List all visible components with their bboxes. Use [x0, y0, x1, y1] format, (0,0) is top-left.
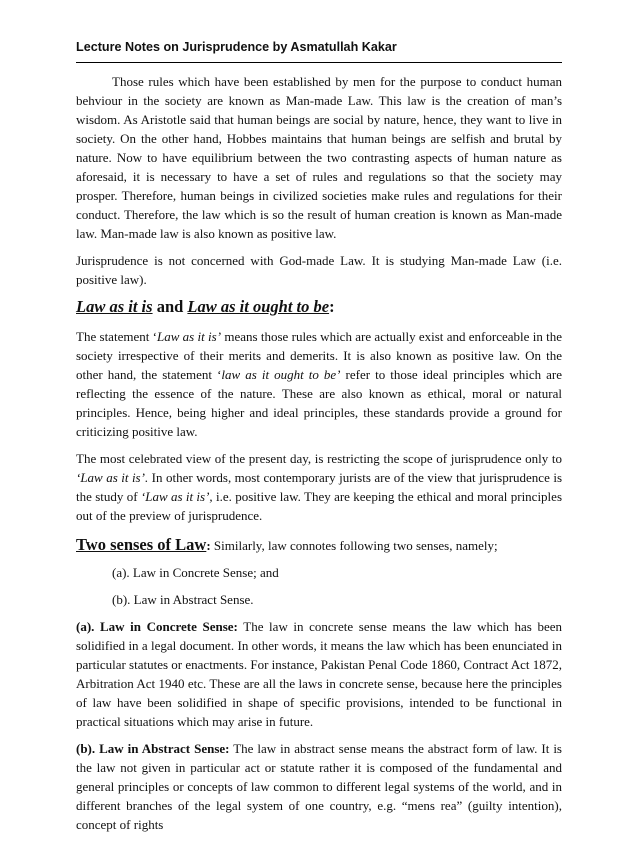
- list-item-abstract: (b). Law in Abstract Sense.: [112, 592, 254, 607]
- text-run: In other words, most contemporary jurists are of the view that jurisprudence is the study of: [76, 470, 563, 504]
- paragraph-abstract-sense: [76, 739, 562, 834]
- text-run: refer to those ideal principles which are reflecting the essence of the nature. These are also known as ethical, moral or natural principles. Hence, being higher and ideal principles, these standards provide a ground for criticizing positive law.: [76, 367, 563, 439]
- list-item-concrete: (a). Law in Concrete Sense; and: [112, 565, 279, 580]
- paragraph-celebrated-view: [76, 449, 562, 525]
- heading-part-colon: :: [329, 297, 335, 316]
- heading-law-as-it-is: [76, 297, 562, 317]
- italic-run: ‘Law as it is’.: [76, 470, 149, 485]
- text-run: The statement ‘: [76, 329, 157, 344]
- heading-part-law-as-it-is: Law as it is: [76, 297, 153, 316]
- paragraph-law-as-it-is: [76, 327, 562, 441]
- page-header: Lecture Notes on Jurisprudence by Asmatullah Kakar: [76, 40, 397, 54]
- text-run: means those rules which are actually exist and enforceable in the society irrespective of their merits and demerits. It is also known as positive law. On the other hand, the statement ‘: [76, 329, 563, 382]
- text-run: The most celebrated view of the present day, is restricting the scope of jurisprudence only to: [76, 451, 562, 466]
- heading-part-and: and: [152, 297, 188, 316]
- document-body: [76, 72, 562, 842]
- heading-part-law-as-it-ought: Law as it ought to be: [187, 297, 330, 316]
- text-run: i.e. positive law. They are keeping the ethical and moral principles out of the preview of jurisprudence.: [76, 489, 563, 523]
- text-run: The law in concrete sense means the law which has been solidified in a legal document. In other words, it means the law which has been enunciated in particular statutes or enactments. For instance, Pakistan Penal Code 1860, Contract Act 1872, Arbitration Act 1940 etc. These are all the laws in concrete sense, because here the principles of law have been solidified in shape of specific provisions, intended to be functional in practical situations which may arise in future.: [76, 619, 562, 729]
- italic-run: law as it ought to be’: [221, 367, 341, 382]
- paragraph-man-made-law: Those rules which have been established by men for the purpose to conduct human behviour in the society are known as Man-made Law. This law is the creation of man’s wisdom. As Aristotle said that human beings are social by nature, hence, they want to live in society. On the other hand, Hobbes maintains that human beings are selfish and brutal by nature. Now to have equilibrium between the two contrasting aspects of human nature as aforesaid, it is necessary to have a set of rules and regulations so that the society may prosper. Therefore, human beings in civilized societies make rules and regulations for their conduct. Therefore, the law which is so the result of human creation is known as Man-made law. Man-made law is also known as positive law.: [76, 74, 562, 241]
- heading-colon: :: [206, 538, 211, 553]
- italic-run: ‘Law as it is’,: [140, 489, 213, 504]
- paragraph-lead: (a). Law in Concrete Sense:: [76, 619, 238, 634]
- paragraph-concrete-sense: [76, 617, 562, 731]
- text-run: The law in abstract sense means the abstract form of law. It is the law not given in particular act or statute rather it is composed of the fundamental and general principles or concepts of law common to different legal systems of the world, and in different branches of the legal system of one country, e.g. “mens rea” (guilty intention), concept of rights: [76, 741, 562, 832]
- paragraph-jurisprudence-scope: Jurisprudence is not concerned with God-made Law. It is studying Man-made Law (i.e. positive law).: [76, 253, 562, 287]
- heading-two-senses: [76, 535, 562, 555]
- italic-run: Law as it is’: [156, 329, 222, 344]
- heading-two-senses-text: Similarly, law connotes following two senses, namely;: [210, 538, 498, 553]
- heading-two-senses-label: Two senses of Law: [76, 535, 207, 554]
- header-divider: [76, 62, 562, 63]
- paragraph-lead: (b). Law in Abstract Sense:: [76, 741, 230, 756]
